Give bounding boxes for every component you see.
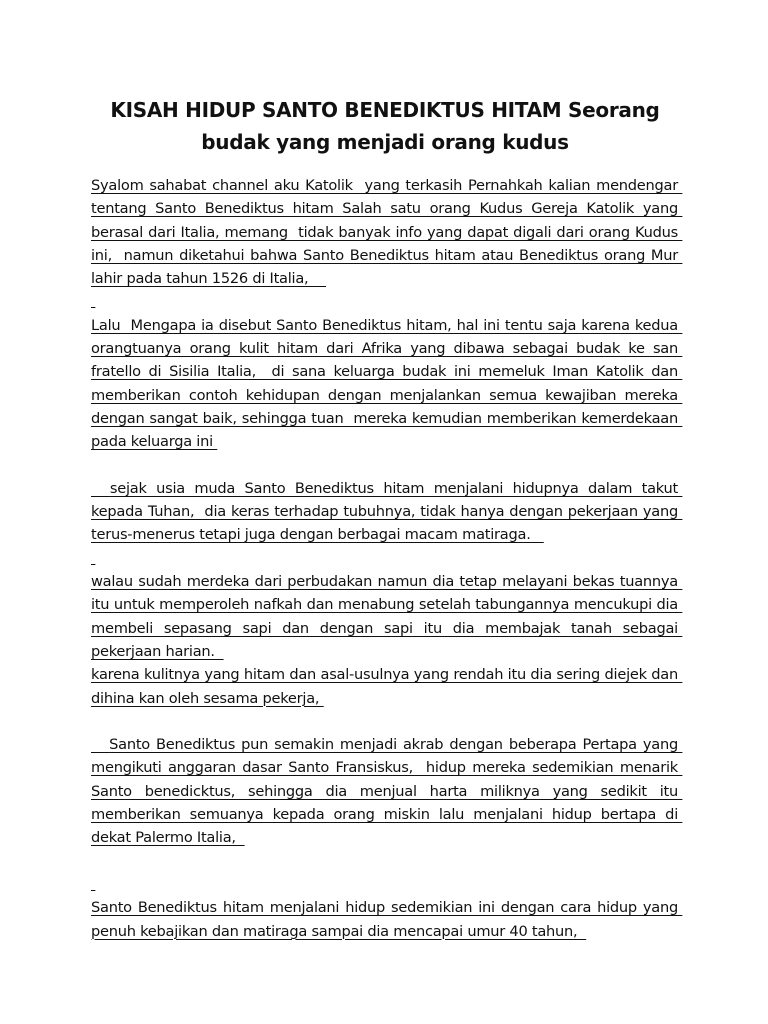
paragraph-mocked: karena kulitnya yang hitam dan asal-usulnya yang rendah itu dia sering diejek dan dihina kan oleh sesama pekerja, [91, 666, 683, 707]
paragraph-intro: Syalom sahabat channel aku Katolik yang terkasih Pernahkah kalian mendengar tentang Santo Benediktus hitam Salah satu orang Kudus Gereja Katolik yang berasal dari Italia, memang tidak banyak info yang dapat digali dari orang Kudus ini, namun diketahui bahwa Santo Benediktus hitam atau Benediktus orang Mur lahir pada tahun 1526 di Italia, [91, 177, 683, 288]
paragraph-spacer [91, 547, 678, 570]
paragraph-spacer [91, 290, 678, 313]
paragraph-origin: Lalu Mengapa ia disebut Santo Benediktus hitam, hal ini tentu saja karena kedua orangtuanya orang kulit hitam dari Afrika yang dibawa sebagai budak ke san fratello di Sisilia Italia, di sana keluarga budak ini memeluk Iman Katolik dan memberikan contoh kehidupan dengan menjalankan semua kewajiban mereka dengan sangat baik, sehingga tuan mereka kemudian memberikan kemerdekaan pada keluarga ini [91, 316, 683, 451]
blank-line [91, 850, 678, 873]
paragraph-forty: Santo Benediktus hitam menjalani hidup sedemikian ini dengan cara hidup yang penuh kebajikan dan matiraga sampai dia mencapai umur 40 tahun, [91, 899, 683, 940]
blank-line [91, 454, 678, 477]
paragraph-hermits: Santo Benediktus pun semakin menjadi akrab dengan beberapa Pertapa yang mengikuti anggaran dasar Santo Fransiskus, hidup mereka sedemikian menarik Santo benedicktus, sehingga dia menjual harta miliknya yang sedikit itu memberikan semuanya kepada orang miskin lalu menjalani hidup bertapa di dekat Palermo Italia, [91, 736, 683, 847]
blank-line [91, 710, 678, 733]
paragraph-youth: sejak usia muda Santo Benediktus hitam menjalani hidupnya dalam takut kepada Tuhan, dia keras terhadap tubuhnya, tidak hanya dengan pekerjaan yang terus-menerus tetapi juga dengan berbagai macam matiraga. [91, 479, 683, 544]
document-body [91, 174, 683, 943]
paragraph-work: walau sudah merdeka dari perbudakan namun dia tetap melayani bekas tuannya itu untuk memperoleh nafkah dan menabung setelah tabungannya mencukupi dia membeli sepasang sapi dan dengan sapi itu dia membajak tanah sebagai pekerjaan harian. [91, 573, 683, 660]
document-title: KISAH HIDUP SANTO BENEDIKTUS HITAM Seorang budak yang menjadi orang kudus [110, 98, 660, 154]
paragraph-spacer [91, 873, 678, 896]
